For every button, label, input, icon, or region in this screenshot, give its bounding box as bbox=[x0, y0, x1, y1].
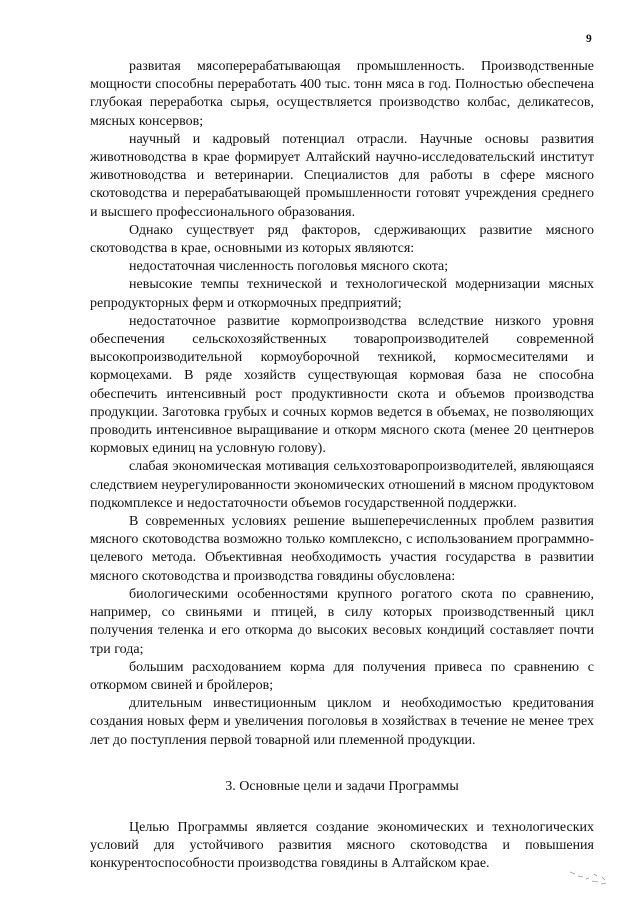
paragraph-feed-consumption: большим расходованием корма для получения привеса по сравнению с откормом свиней и бройлеров; bbox=[90, 659, 594, 693]
paragraph-state-participation: В современных условиях решение вышеперечисленных проблем развития мясного скотоводства возможно только комплексно, с использованием программно-целевого метода. Объективная необходимость участия государства в развитии мясного скотоводства и производства говядины обусловлена: bbox=[90, 514, 594, 584]
paragraph-livestock-count: недостаточная численность поголовья мясного скота; bbox=[129, 259, 449, 275]
page-number: 9 bbox=[586, 33, 592, 45]
paragraph-economic-motivation: слабая экономическая мотивация сельхозтоваропроизводителей, являющаяся следствием неурегулированности экономических отношений в мясном продуктовом подкомплексе и недостаточности объемов государственной поддержки. bbox=[90, 459, 594, 511]
page-body bbox=[90, 58, 594, 874]
paragraph-program-goal: Целью Программы является создание экономических и технологических условий для устойчивого развития мясного скотоводства и повышения конкурентоспособности производства говядины в Алтайском крае. bbox=[90, 819, 594, 872]
paragraph-science-potential: научный и кадровый потенциал отрасли. Научные основы развития животноводства в крае формирует Алтайский научно-исследовательский институт животноводства и ветеринарии. Специалистов для работы в сфере мясного скотоводства и перерабатывающей промышленности готовят учреждения среднего и высшего профессионального образования. bbox=[90, 131, 594, 220]
paragraph-biological-features: биологическими особенностями крупного рогатого скота по сравнению, например, со свиньями и птицей, в силу которых производственный цикл получения теленка и его откорма до высоких весовых кондиций составляет почти три года; bbox=[90, 586, 594, 657]
paragraph-investment-cycle: длительным инвестиционным циклом и необходимостью кредитования создания новых ферм и увеличения поголовья в хозяйствах в течение не менее трех лет до поступления первой товарной или племенной продукции. bbox=[90, 696, 594, 748]
paragraph-meat-processing: развитая мясоперерабатывающая промышленность. Производственные мощности способны переработать 400 тыс. тонн мяса в год. Полностью обеспечена глубокая переработка сырья, осуществляется производство колбас, деликатесов, мясных консервов; bbox=[90, 59, 594, 129]
paragraph-modernization: невысокие темпы технической и технологической модернизации мясных репродукторных ферм и откормочных предприятий; bbox=[90, 277, 594, 311]
section-heading: 3. Основные цели и задачи Программы bbox=[225, 778, 459, 794]
paragraph-constraining-factors: Однако существует ряд факторов, сдерживающих развитие мясного скотоводства в крае, основными из которых являются: bbox=[90, 222, 594, 257]
paragraph-feed-production: недостаточное развитие кормопроизводства вследствие низкого уровня обеспечения сельскохозяйственных товаропроизводителей современной высокопроизводительной кормоуборочной техникой, кормосмесителями и кормоцехами. В ряде хозяйств существующая кормовая база не способна обеспечить интенсивный рост продуктивности скота и объемов производства продукции. Заготовка грубых и сочных кормов ведется в объемах, не позволяющих проводить интенсивное выращивание и откорм мясного скота (менее 20 центнеров кормовых единиц на условную голову). bbox=[90, 313, 594, 457]
scan-smudge bbox=[568, 866, 610, 888]
